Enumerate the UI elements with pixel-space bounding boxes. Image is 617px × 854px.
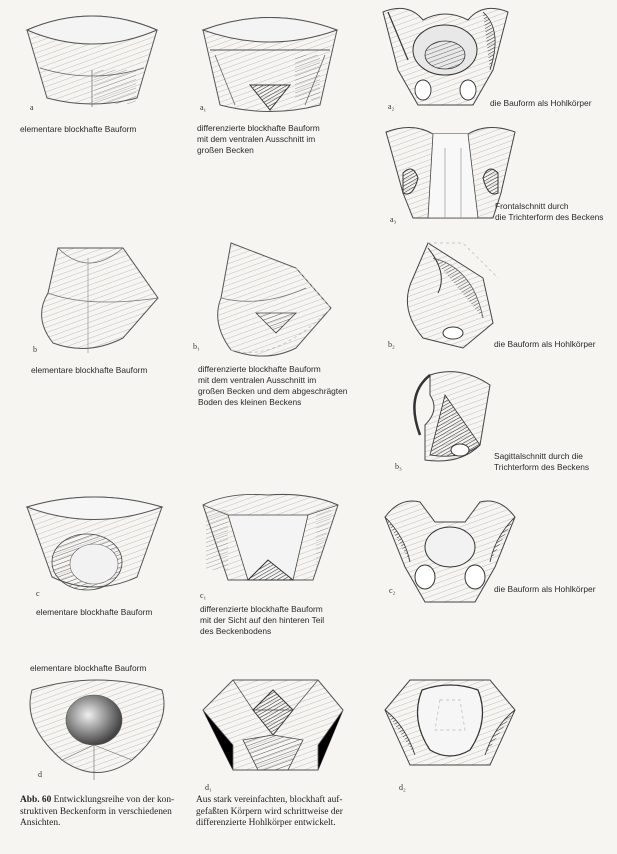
label-c: c <box>36 589 40 598</box>
figure-number: Abb. 60 <box>20 795 52 805</box>
caption-c2: die Bauform als Hohlkörper <box>494 584 596 594</box>
label-a3: a₃ <box>390 215 397 224</box>
label-a1: a₁ <box>200 103 207 112</box>
figure-a2 <box>378 0 513 110</box>
figure-d1 <box>198 670 348 785</box>
figure-caption-left: Abb. 60 Entwicklungsreihe von der kon- struktiven Beckenform in verschiedenen Ansichten. <box>20 795 175 828</box>
caption-a: elementare blockhafte Bauform <box>20 124 137 134</box>
caption-a1: differenzierte blockhafte Bauform mit dem ventralen Ausschnitt im großen Becken <box>197 123 320 155</box>
label-c1: c₁ <box>200 591 207 600</box>
label-a2: a₂ <box>388 102 395 111</box>
caption-b2: die Bauform als Hohlkörper <box>494 339 596 349</box>
figure-b1 <box>196 238 341 363</box>
label-d1: d₁ <box>205 783 212 792</box>
label-a: a <box>30 103 34 112</box>
figure-a1 <box>195 10 345 120</box>
caption-c1: differenzierte blockhafte Bauform mit der Sicht auf den hinteren Teil des Beckenbodens <box>200 604 325 636</box>
caption-b: elementare blockhafte Bauform <box>31 365 148 375</box>
figure-caption-right: Aus stark vereinfachten, blockhaft auf- gefaßten Körpern wird schrittweise der differenzierte Hohlkörper entwickelt. <box>196 795 343 828</box>
caption-d: elementare blockhafte Bauform <box>30 663 147 673</box>
caption-b3: Sagittalschnitt durch die Trichterform des Beckens <box>494 451 590 472</box>
figure-b2 <box>393 238 503 353</box>
figure-b3 <box>400 365 495 465</box>
label-b2: b₂ <box>388 340 395 349</box>
caption-b1: differenzierte blockhafte Bauform mit dem ventralen Ausschnitt im großen Becken und dem abgeschrägten Boden des kleinen Beckens <box>198 364 348 407</box>
caption-c: elementare blockhafte Bauform <box>36 607 153 617</box>
label-b1: b₁ <box>193 342 200 351</box>
figure-d2 <box>380 670 520 780</box>
figure-c1 <box>198 490 343 600</box>
caption-a2: die Bauform als Hohlkörper <box>490 98 592 108</box>
figure-c <box>22 492 167 597</box>
label-d: d <box>38 770 42 779</box>
figure-d <box>22 675 172 783</box>
label-d2: d₂ <box>399 783 406 792</box>
label-b: b <box>33 345 37 354</box>
figure-a <box>22 10 162 115</box>
label-b3: b₃ <box>395 462 402 471</box>
caption-a3: Frontalschnitt durch die Trichterform des Beckens <box>495 201 604 222</box>
figure-b <box>28 238 168 358</box>
label-c2: c₂ <box>389 586 396 595</box>
